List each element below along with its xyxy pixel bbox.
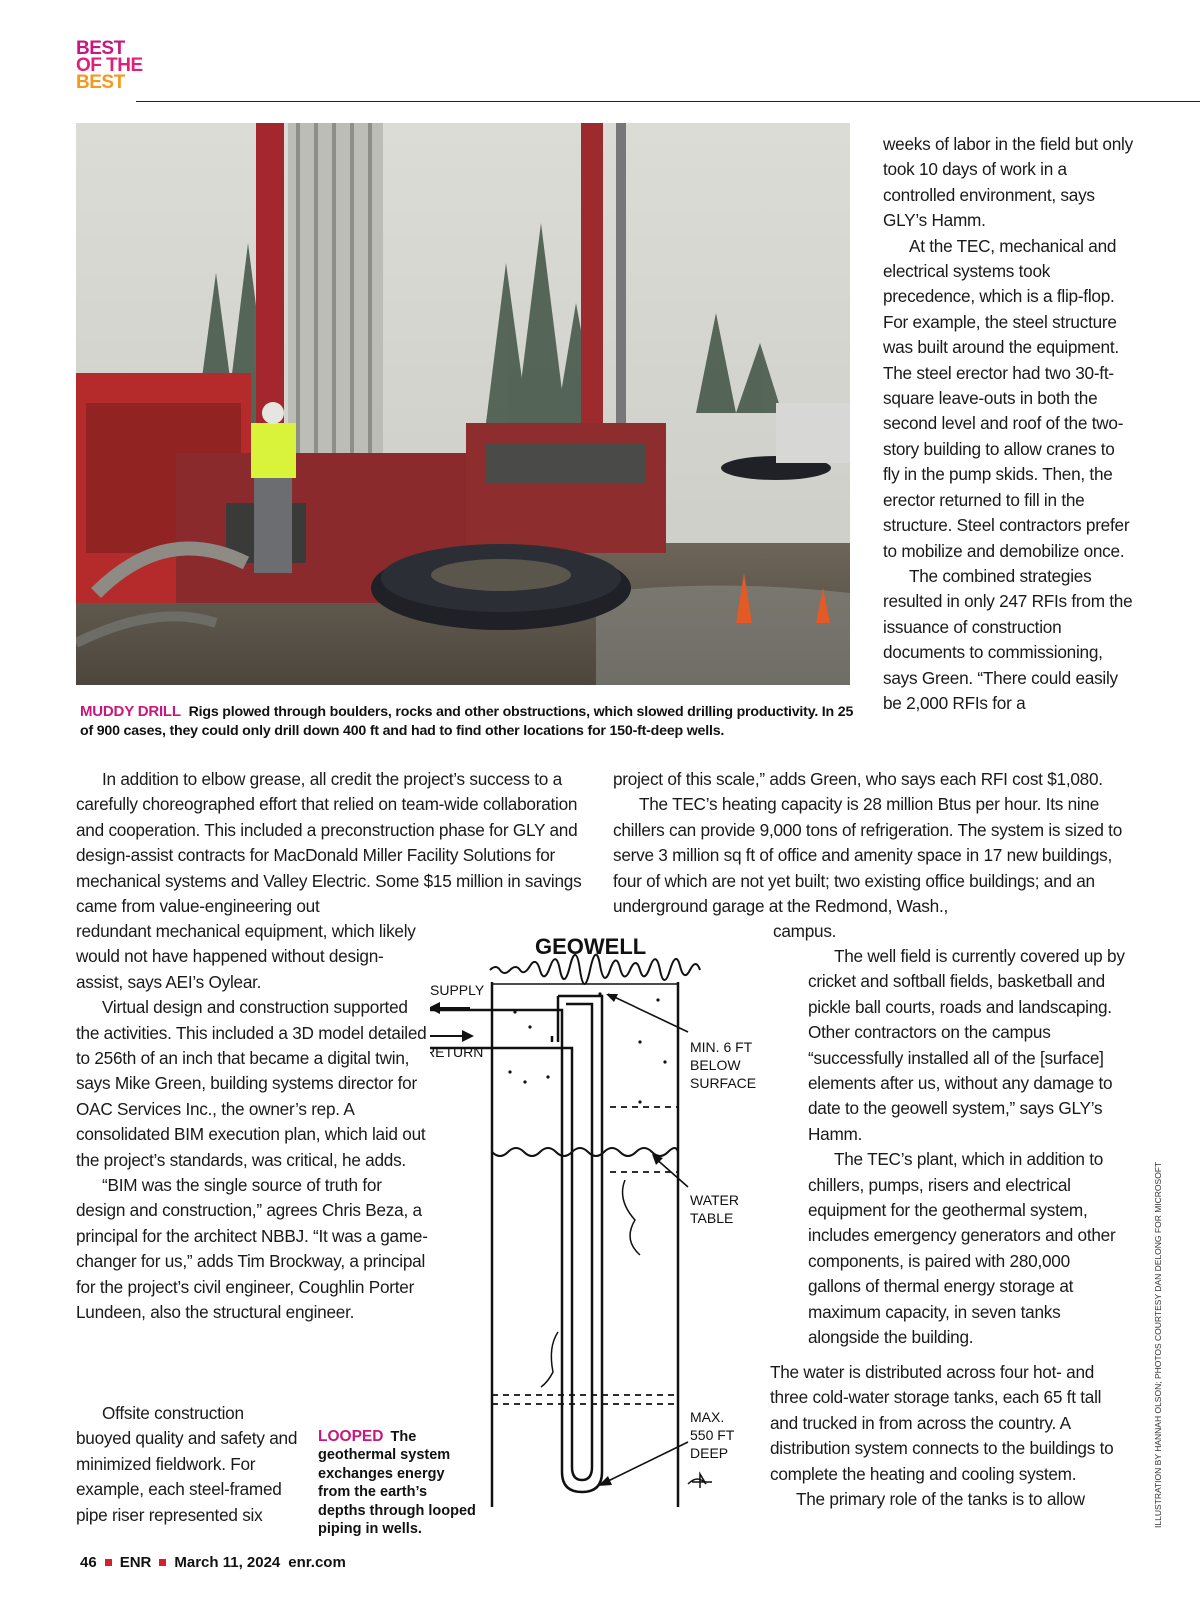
paragraph: Virtual design and construction supported the activities. This included a 3D model detailed to 256th of an inch that became a digital twin, says Mike Green, building systems director for OAC Services Inc., the owner’s rep. A consolidated BIM execution plan, which laid out the project’s standards, was critical, he adds. <box>76 997 427 1170</box>
max-depth-label-3: DEEP <box>690 1445 729 1461</box>
paragraph: campus. <box>773 921 837 942</box>
illustrator-signature <box>688 1474 712 1488</box>
issue-date: March 11, 2024 <box>174 1554 281 1571</box>
article-column-right-top <box>883 132 1135 716</box>
photo-caption-text: Rigs plowed through boulders, rocks and other obstructions, which slowed drilling productivity. In 25 of 900 cases, they could only drill down 400 ft and had to find other locations for 150-ft-deep wells. <box>80 704 854 739</box>
diagram-caption-text: The geothermal system exchanges energy from the earth’s depths through looped piping in wells. <box>318 1429 476 1538</box>
paragraph: “BIM was the single source of truth for design and construction,” agrees Chris Beza, a principal for the architect NBBJ. “It was a game-changer for us,” adds Tim Brockway, a principal for the project’s civil engineer, Coughlin Porter Lundeen, also the structural engineer. <box>76 1175 428 1323</box>
paragraph: project of this scale,” adds Green, who says each RFI cost $1,080. <box>613 769 1103 789</box>
drill-rig-photo <box>76 123 850 685</box>
water-table-label-1: WATER <box>690 1192 739 1208</box>
website: enr.com <box>288 1554 346 1571</box>
min-depth-label-1: MIN. 6 FT <box>690 1039 753 1055</box>
section-tag-line-1: BEST <box>76 38 125 59</box>
return-label: RETURN <box>430 1044 484 1060</box>
min-depth-label-2: BELOW <box>690 1057 741 1073</box>
paragraph: Offsite construction <box>102 1403 244 1423</box>
diagram-caption-kicker: LOOPED <box>318 1428 384 1445</box>
article-column-1-narrow <box>76 919 428 1326</box>
supply-label: SUPPLY <box>430 982 485 998</box>
paragraph: The water is distributed across four hot- and three cold-water storage tanks, each 65 ft tall and trucked in from across the country. A distribution system connects to the buildings to complete the heating and cooling system. <box>770 1362 1114 1484</box>
article-column-1-wide <box>76 767 598 919</box>
max-depth-label-2: 550 FT <box>690 1427 735 1443</box>
geowell-diagram <box>430 932 780 1532</box>
paragraph: In addition to elbow grease, all credit the project’s success to a carefully choreographed effort that relied on team-wide collaboration and cooperation. This included a preconstruction phase for GLY and design-assist contracts for MacDonald Miller Facility Solutions for mechanical systems and Valley Electric. Some $15 million in savings came from value-engineering out <box>76 769 582 917</box>
paragraph: The well field is currently covered up by cricket and softball fields, basketball and pickle ball courts, roads and landscaping. Other contractors on the campus “successfully installed all of the [surface] elements after us, without any damage to date to the geowell system,” says GLY’s Hamm. <box>808 946 1125 1144</box>
paragraph: At the TEC, mechanical and electrical systems took precedence, which is a flip-flop. For example, the steel structure was built around the equipment. The steel erector had two 30-ft-square leave-outs in both the second level and roof of the two-story building to allow cranes to fly in the pump skids. Then, the erector returned to fill in the structure. Steel contractors prefer to mobilize and demobilize once. <box>883 235 1130 561</box>
article-column-2-middle <box>808 944 1126 1351</box>
paragraph: The TEC’s heating capacity is 28 million Btus per hour. Its nine chillers can provide 9,000 tons of refrigeration. The system is sized to serve 3 million sq ft of office and amenity space in 17 new buildings, four of which are not yet built; two existing office buildings; and an underground garage at the Redmond, Wash., <box>613 794 1123 917</box>
photo-caption <box>80 702 860 741</box>
article-column-2-top <box>613 767 1125 945</box>
article-column-2-lower <box>770 1360 1126 1512</box>
article-column-1-bottom <box>76 1401 308 1528</box>
photo-credit: ILLUSTRATION BY HANNAH OLSON; PHOTOS COURTESY DAN DELONG FOR MICROSOFT <box>1153 1161 1163 1528</box>
magazine-name: ENR <box>119 1554 152 1571</box>
section-tag <box>76 40 143 91</box>
diagram-title: GEOWELL <box>535 934 647 959</box>
min-depth-label-3: SURFACE <box>690 1075 757 1091</box>
footer <box>80 1554 354 1571</box>
photo-caption-kicker: MUDDY DRILL <box>80 703 181 720</box>
max-depth-label-1: MAX. <box>690 1409 725 1425</box>
paragraph: The combined strategies resulted in only 247 RFIs from the issuance of construction documents to commissioning, says Green. “There could easily be 2,000 RFIs for a <box>883 565 1133 713</box>
page-number: 46 <box>80 1554 97 1571</box>
footer-bullet <box>159 1559 166 1566</box>
footer-bullet <box>105 1559 112 1566</box>
diagram-caption <box>318 1428 478 1538</box>
paragraph: buoyed quality and safety and minimized fieldwork. For example, each steel-framed pipe riser represented six <box>76 1428 298 1525</box>
section-tag-line-2: OF THE <box>76 55 143 76</box>
paragraph: weeks of labor in the field but only took 10 days of work in a controlled environment, says GLY’s Hamm. <box>883 134 1133 231</box>
header-rule <box>136 101 1200 102</box>
paragraph: redundant mechanical equipment, which likely would not have happened without design-assist, says AEI’s Oylear. <box>76 921 416 992</box>
paragraph: The primary role of the tanks is to allow <box>796 1489 1085 1510</box>
paragraph: The TEC’s plant, which in addition to chillers, pumps, risers and electrical equipment for the geothermal system, includes emergency generators and other components, is paired with 280,000 gallons of thermal energy storage at maximum capacity, in seven tanks alongside the building. <box>808 1149 1116 1348</box>
water-table-label-2: TABLE <box>690 1210 734 1226</box>
section-tag-line-3: BEST <box>76 72 125 93</box>
